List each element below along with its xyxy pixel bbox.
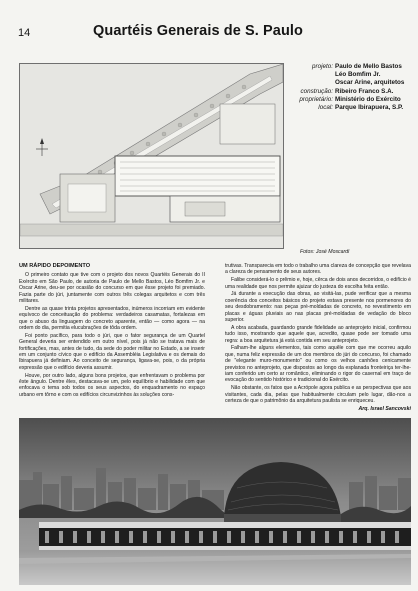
building-photograph [19,418,411,585]
credit-value: Léo Bomfim Jr. [335,71,381,79]
site-plan-svg [20,64,283,248]
credit-location [289,104,411,112]
article-heading: UM RÁPIDO DEPOIMENTO [19,263,91,269]
paragraph: trutivas. Transparecia em todo o trabalho uma clareza de concepção que revelava a clareza de pensamento de seus autores. [225,263,411,276]
credit-label: local: [318,104,333,112]
credit-value: Paulo de Mello Bastos [335,63,402,70]
paragraph: O primeiro contato que tive com o projeto dos novos Quartéis Generais do II Exército em São Paulo, de autoria de Paulo de Mello Bastos, Léo Bomfim Jr. e Oscar Arine, deu-se por ocasião do concurso em que êsse projeto foi premiado. Fazia parte do júri, juntamente com outros três colegas arquitetos e com três militares. [19,272,205,305]
paragraph: Dentre as quase trinta projetos apresentados, inúmeros incorriam em evidente equívoco de conceituação do problema: verdadeiros casamatas, fortalezas em que o abuso da linguagem do concreto aparente, então — como agora — na ordem do dia, permitia elucubrações de tôda ordem. [19,305,205,332]
article-column-left [19,263,205,400]
credit-value: Parque Ibirapuera, S.P. [335,104,404,112]
credit-label: proprietário: [299,95,333,103]
credit-label: construção: [300,87,333,95]
photo-credit: Fotos: José Moscardi [300,249,350,255]
credit-construction [289,88,411,96]
credit-values [335,63,404,88]
credit-value: Ribeiro Franco S.A. [335,87,394,95]
site-plan-drawing [19,63,284,249]
paragraph: Foi ponto pacífico, para todo o júri, que o fator segurança de um Quartel General deveria ser entendido em outro nível, pois já não se tratava mais de fortificações, mas, antes de tudo, da sede do poder militar no Estado, a se inserir em um conjunto cívico que o edifício da Assembléia Legislativa e os demais do Ibirapuera já definiam. Ao conceito de segurança, ligava-se, pois, o da própria expressão que o edifício deveria assumir. [19,332,205,371]
credit-label: projeto: [311,63,333,70]
paragraph: Falibe considerá-lo o prêmio e, hoje, cêrca de dois anos decorridos, o edifício é uma realidade que nos permite ajuizar do justeza do escolha feita então. [225,277,411,290]
photo-svg [19,418,411,585]
author-signature: Arq. Israel Sancovski [358,406,411,413]
paragraph: A obra acabada, guardando grande fidelidade ao anteprojeto inicial, confirmou tudo isso, mostrando que aquele que, acredito, quase pode ser tomado uma regra: a boa arquitetura já está contida em seu anteprojeto. [225,324,411,344]
article-column-right [225,263,411,413]
paragraph: Houve, por outro lado, alguns bons projetos, que enfrentavam o problema por êste ângulo. Dentre êles, destacava-se um, pelo equilíbrio e habilidade com que enfocava o tema sob todos os seus aspectos, do enquadramento no espaço urbano em tôrno e com os edifícios circunvizinhos às soluções cons- [19,372,205,398]
article-title: Quartéis Generais de S. Paulo [93,23,304,39]
paragraph: Falham-lhe alguns elementos, tais como aquêle com que me ocorreu aquilo que, numa feliz expressão de um dos membros do júri do concurso, foi chamado de "elegante muro-monumento" ou como os velhos canhões cenicamente previstos no anteprojeto, que dispostos ao longo da esplanada fronteiriça ter-lhe-iam conferido um certo ar romântico, eliminando o rigor do casernal em traço de evocação do sentido histórico e tradicional do Exército. [225,345,411,384]
credit-value: Oscar Arine, arquitetos [335,79,405,87]
paragraph: Já durante a execução das obras, ao visitá-las, pude verificar que a mesma coerência dos conceitos básicos do projeto estava presente nos pormenores do seu desdobramento: nas peças pré-moldadas de concreto, no revestimento em placas e águas pluviais ao nas placas pré-moldadas de vedação do bloco superior. [225,291,411,324]
page-number: 14 [18,27,31,39]
project-credits [289,63,411,112]
credit-owner [289,96,411,104]
paragraph: Não obstante, os fatos que a Acrópole agora publica e as perspectivas que aos visitantes, cada dia, pelas que habitualmente circulam pelo lugar, dão-nos a certeza de que o patrimônio da arquitetura paulista se enriqueceu. [225,385,411,405]
credit-value: Ministério do Exército [335,95,401,103]
credit-project [289,63,411,88]
